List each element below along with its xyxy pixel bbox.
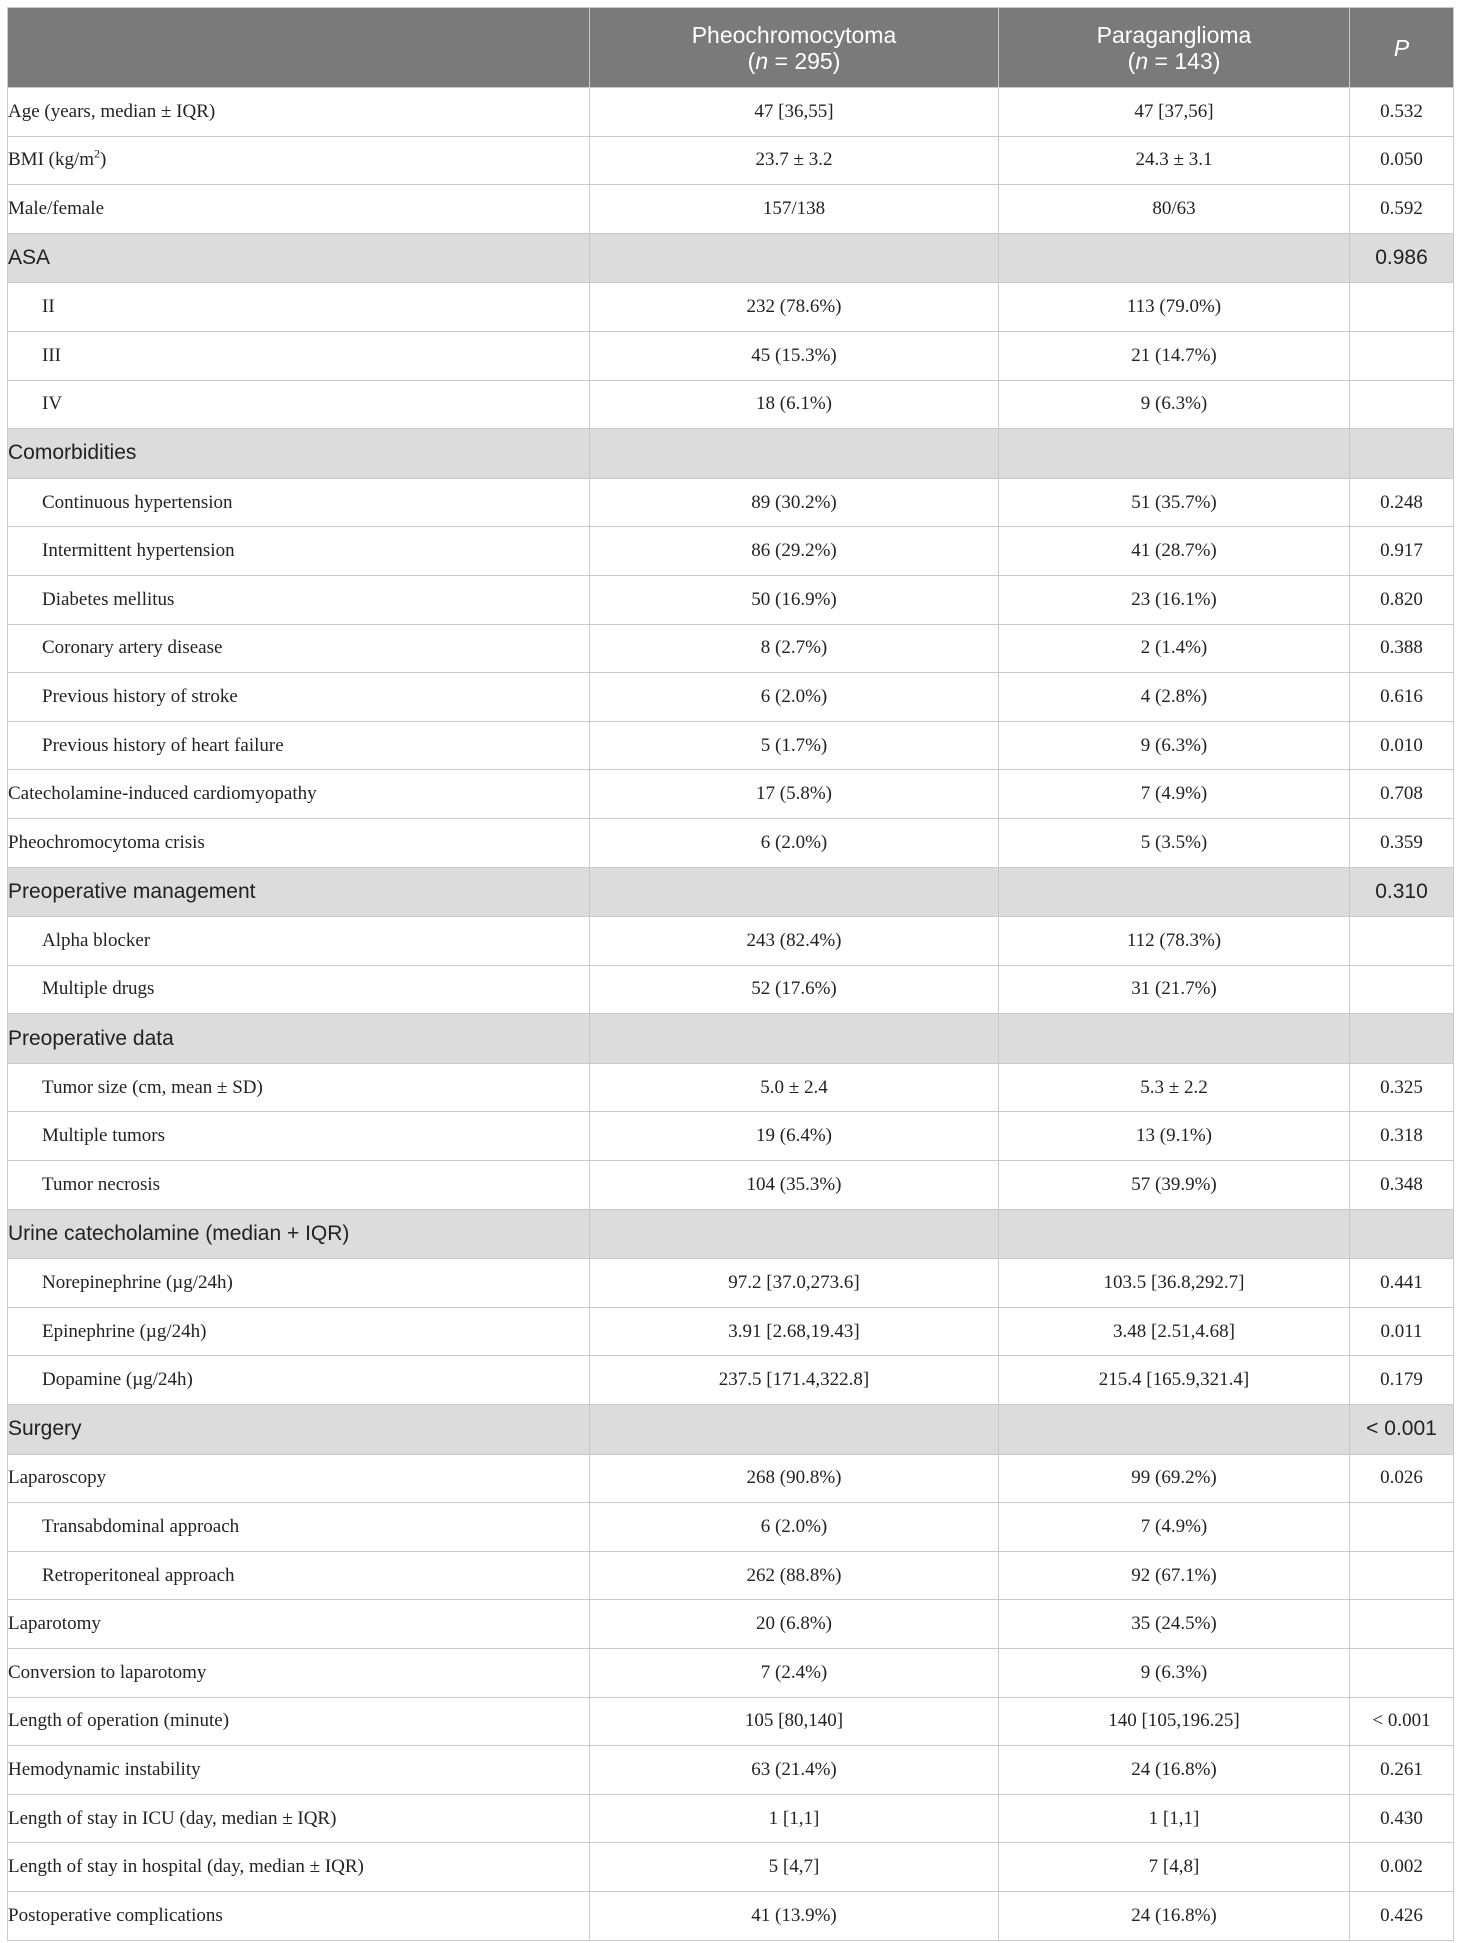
- table-row: [8, 1063, 1454, 1112]
- header-paraganglioma: [999, 8, 1350, 88]
- para-value: 13 (9.1%): [999, 1112, 1350, 1161]
- table-row: [8, 1843, 1454, 1892]
- para-value: 9 (6.3%): [999, 721, 1350, 770]
- para-value: 215.4 [165.9,321.4]: [999, 1356, 1350, 1405]
- pheo-value: 23.7 ± 3.2: [590, 136, 999, 185]
- row-label: Epinephrine (µg/24h): [8, 1307, 590, 1356]
- pheo-value: 7 (2.4%): [590, 1649, 999, 1698]
- table-row: [8, 965, 1454, 1014]
- table-row: [8, 1356, 1454, 1405]
- table-row: [8, 1746, 1454, 1795]
- p-value: [1350, 283, 1454, 332]
- row-label: Laparoscopy: [8, 1454, 590, 1503]
- section-empty-cell: [590, 429, 999, 479]
- para-value: 7 [4,8]: [999, 1843, 1350, 1892]
- p-value: 0.388: [1350, 624, 1454, 673]
- row-label: Length of stay in ICU (day, median ± IQR): [8, 1794, 590, 1843]
- para-value: 24 (16.8%): [999, 1746, 1350, 1795]
- table-body: [8, 88, 1454, 1941]
- row-label: Hemodynamic instability: [8, 1746, 590, 1795]
- p-value: [1350, 380, 1454, 429]
- para-value: 92 (67.1%): [999, 1551, 1350, 1600]
- header-para-name: Paraganglioma: [1096, 21, 1252, 48]
- row-label: Dopamine (µg/24h): [8, 1356, 590, 1405]
- header-para-paren: (: [1127, 47, 1136, 74]
- section-title: Preoperative management: [8, 867, 590, 917]
- pheo-value: 105 [80,140]: [590, 1697, 999, 1746]
- row-label-text: BMI (kg/m: [8, 149, 95, 171]
- para-value: 80/63: [999, 185, 1350, 234]
- pheo-value: 6 (2.0%): [590, 818, 999, 867]
- para-value: 23 (16.1%): [999, 575, 1350, 624]
- pheo-value: 5 [4,7]: [590, 1843, 999, 1892]
- table-row: [8, 1307, 1454, 1356]
- table-row: [8, 1454, 1454, 1503]
- section-p-value: < 0.001: [1350, 1405, 1454, 1455]
- p-value: 0.441: [1350, 1259, 1454, 1308]
- row-label: [8, 136, 590, 185]
- section-title: Surgery: [8, 1405, 590, 1455]
- section-empty-cell: [999, 429, 1350, 479]
- table-row: [8, 1697, 1454, 1746]
- section-empty-cell: [590, 1209, 999, 1259]
- row-label: Multiple tumors: [8, 1112, 590, 1161]
- pheo-value: 104 (35.3%): [590, 1161, 999, 1210]
- pheo-value: 41 (13.9%): [590, 1891, 999, 1940]
- para-value: 21 (14.7%): [999, 331, 1350, 380]
- row-label: Age (years, median ± IQR): [8, 88, 590, 137]
- para-value: 35 (24.5%): [999, 1600, 1350, 1649]
- table-row: [8, 1259, 1454, 1308]
- row-label: Conversion to laparotomy: [8, 1649, 590, 1698]
- header-p-label: P: [1393, 34, 1410, 61]
- row-label: Transabdominal approach: [8, 1503, 590, 1552]
- row-label: Previous history of stroke: [8, 673, 590, 722]
- table-row: [8, 1112, 1454, 1161]
- section-empty-cell: [590, 867, 999, 917]
- para-value: 113 (79.0%): [999, 283, 1350, 332]
- pheo-value: 6 (2.0%): [590, 673, 999, 722]
- p-value: 0.708: [1350, 770, 1454, 819]
- p-value: 0.011: [1350, 1307, 1454, 1356]
- p-value: 0.050: [1350, 136, 1454, 185]
- table-row: [8, 380, 1454, 429]
- row-label: III: [8, 331, 590, 380]
- pheo-value: 232 (78.6%): [590, 283, 999, 332]
- p-value: 0.248: [1350, 478, 1454, 527]
- row-label: Postoperative complications: [8, 1891, 590, 1940]
- para-value: 5 (3.5%): [999, 818, 1350, 867]
- table-row: [8, 770, 1454, 819]
- p-value: 0.592: [1350, 185, 1454, 234]
- pheo-value: 50 (16.9%): [590, 575, 999, 624]
- row-label: Length of stay in hospital (day, median ± IQR): [8, 1843, 590, 1892]
- para-value: 9 (6.3%): [999, 380, 1350, 429]
- section-header-row: [8, 1209, 1454, 1259]
- para-value: 9 (6.3%): [999, 1649, 1350, 1698]
- pheo-value: 1 [1,1]: [590, 1794, 999, 1843]
- section-empty-cell: [999, 1405, 1350, 1455]
- characteristics-table: [7, 7, 1454, 1941]
- pheo-value: 63 (21.4%): [590, 1746, 999, 1795]
- para-value: 57 (39.9%): [999, 1161, 1350, 1210]
- row-label: Multiple drugs: [8, 965, 590, 1014]
- row-label: Previous history of heart failure: [8, 721, 590, 770]
- p-value: 0.026: [1350, 1454, 1454, 1503]
- p-value: 0.532: [1350, 88, 1454, 137]
- pheo-value: 6 (2.0%): [590, 1503, 999, 1552]
- para-value: 31 (21.7%): [999, 965, 1350, 1014]
- table-header-row: [8, 8, 1454, 88]
- pheo-value: 19 (6.4%): [590, 1112, 999, 1161]
- row-label: Intermittent hypertension: [8, 527, 590, 576]
- header-pheo-n: n: [755, 47, 769, 74]
- p-value: [1350, 1551, 1454, 1600]
- row-label: Diabetes mellitus: [8, 575, 590, 624]
- p-value: 0.616: [1350, 673, 1454, 722]
- table-row: [8, 1161, 1454, 1210]
- table-row: [8, 88, 1454, 137]
- para-value: 2 (1.4%): [999, 624, 1350, 673]
- pheo-value: 20 (6.8%): [590, 1600, 999, 1649]
- para-value: 7 (4.9%): [999, 1503, 1350, 1552]
- section-empty-cell: [590, 233, 999, 283]
- section-p-value: 0.310: [1350, 867, 1454, 917]
- p-value: < 0.001: [1350, 1697, 1454, 1746]
- p-value: 0.917: [1350, 527, 1454, 576]
- para-value: 3.48 [2.51,4.68]: [999, 1307, 1350, 1356]
- header-pheochromocytoma: [590, 8, 999, 88]
- table-row: [8, 478, 1454, 527]
- table-row: [8, 624, 1454, 673]
- header-para-n-value: = 143): [1148, 47, 1221, 74]
- pheo-value: 3.91 [2.68,19.43]: [590, 1307, 999, 1356]
- p-value: 0.348: [1350, 1161, 1454, 1210]
- p-value: [1350, 965, 1454, 1014]
- pheo-value: 89 (30.2%): [590, 478, 999, 527]
- row-label: Retroperitoneal approach: [8, 1551, 590, 1600]
- para-value: 51 (35.7%): [999, 478, 1350, 527]
- pheo-value: 243 (82.4%): [590, 917, 999, 966]
- p-value: [1350, 1649, 1454, 1698]
- p-value: [1350, 1600, 1454, 1649]
- table-row: [8, 331, 1454, 380]
- pheo-value: 47 [36,55]: [590, 88, 999, 137]
- header-empty-cell: [8, 8, 590, 88]
- para-value: 1 [1,1]: [999, 1794, 1350, 1843]
- pheo-value: 157/138: [590, 185, 999, 234]
- header-p-value: [1350, 8, 1454, 88]
- para-value: 140 [105,196.25]: [999, 1697, 1350, 1746]
- para-value: 24 (16.8%): [999, 1891, 1350, 1940]
- section-title: ASA: [8, 233, 590, 283]
- p-value: [1350, 917, 1454, 966]
- p-value: 0.318: [1350, 1112, 1454, 1161]
- p-value: 0.261: [1350, 1746, 1454, 1795]
- pheo-value: 45 (15.3%): [590, 331, 999, 380]
- p-value: 0.010: [1350, 721, 1454, 770]
- section-empty-cell: [999, 1209, 1350, 1259]
- row-label: Length of operation (minute): [8, 1697, 590, 1746]
- pheo-value: 237.5 [171.4,322.8]: [590, 1356, 999, 1405]
- p-value: 0.325: [1350, 1063, 1454, 1112]
- row-label: II: [8, 283, 590, 332]
- row-label: Tumor necrosis: [8, 1161, 590, 1210]
- section-title: Preoperative data: [8, 1014, 590, 1064]
- section-header-row: [8, 1405, 1454, 1455]
- para-value: 7 (4.9%): [999, 770, 1350, 819]
- row-label: Catecholamine-induced cardiomyopathy: [8, 770, 590, 819]
- section-empty-cell: [999, 867, 1350, 917]
- para-value: 24.3 ± 3.1: [999, 136, 1350, 185]
- header-pheo-name: Pheochromocytoma: [691, 21, 897, 48]
- table-row: [8, 673, 1454, 722]
- table-row: [8, 1794, 1454, 1843]
- para-value: 47 [37,56]: [999, 88, 1350, 137]
- table-row: [8, 1551, 1454, 1600]
- header-pheo-n-value: = 295): [768, 47, 841, 74]
- row-label: Alpha blocker: [8, 917, 590, 966]
- para-value: 41 (28.7%): [999, 527, 1350, 576]
- pheo-value: 52 (17.6%): [590, 965, 999, 1014]
- row-label: Laparotomy: [8, 1600, 590, 1649]
- pheo-value: 86 (29.2%): [590, 527, 999, 576]
- row-label: Male/female: [8, 185, 590, 234]
- p-value: [1350, 331, 1454, 380]
- table-row: [8, 917, 1454, 966]
- section-empty-cell: [590, 1405, 999, 1455]
- pheo-value: 5 (1.7%): [590, 721, 999, 770]
- row-label: IV: [8, 380, 590, 429]
- section-header-row: [8, 1014, 1454, 1064]
- para-value: 4 (2.8%): [999, 673, 1350, 722]
- pheo-value: 268 (90.8%): [590, 1454, 999, 1503]
- section-header-row: [8, 233, 1454, 283]
- section-header-row: [8, 867, 1454, 917]
- table-row: [8, 1503, 1454, 1552]
- table-row: [8, 136, 1454, 185]
- p-value: 0.430: [1350, 1794, 1454, 1843]
- pheo-value: 18 (6.1%): [590, 380, 999, 429]
- section-empty-cell: [999, 1014, 1350, 1064]
- table-row: [8, 575, 1454, 624]
- row-label: Norepinephrine (µg/24h): [8, 1259, 590, 1308]
- header-pheo-paren: (: [747, 47, 756, 74]
- section-empty-cell: [590, 1014, 999, 1064]
- para-value: 99 (69.2%): [999, 1454, 1350, 1503]
- table-row: [8, 1891, 1454, 1940]
- table-row: [8, 1600, 1454, 1649]
- row-label-superscript: 2: [94, 147, 101, 162]
- pheo-value: 8 (2.7%): [590, 624, 999, 673]
- table-row: [8, 721, 1454, 770]
- section-p-value: 0.986: [1350, 233, 1454, 283]
- row-label: Coronary artery disease: [8, 624, 590, 673]
- para-value: 5.3 ± 2.2: [999, 1063, 1350, 1112]
- row-label-text: ): [100, 149, 107, 171]
- header-pheo-count: [590, 48, 998, 74]
- pheo-value: 262 (88.8%): [590, 1551, 999, 1600]
- table-row: [8, 527, 1454, 576]
- pheo-value: 5.0 ± 2.4: [590, 1063, 999, 1112]
- table-row: [8, 1649, 1454, 1698]
- p-value: 0.820: [1350, 575, 1454, 624]
- para-value: 103.5 [36.8,292.7]: [999, 1259, 1350, 1308]
- section-header-row: [8, 429, 1454, 479]
- p-value: 0.179: [1350, 1356, 1454, 1405]
- p-value: 0.426: [1350, 1891, 1454, 1940]
- table-row: [8, 283, 1454, 332]
- table-row: [8, 185, 1454, 234]
- row-label: Pheochromocytoma crisis: [8, 818, 590, 867]
- section-empty-cell: [999, 233, 1350, 283]
- section-title: Comorbidities: [8, 429, 590, 479]
- table-row: [8, 818, 1454, 867]
- p-value: [1350, 1503, 1454, 1552]
- header-para-n: n: [1135, 47, 1149, 74]
- header-para-count: [999, 48, 1349, 74]
- pheo-value: 17 (5.8%): [590, 770, 999, 819]
- para-value: 112 (78.3%): [999, 917, 1350, 966]
- section-p-value: [1350, 1209, 1454, 1259]
- p-value: 0.359: [1350, 818, 1454, 867]
- section-title: Urine catecholamine (median + IQR): [8, 1209, 590, 1259]
- section-p-value: [1350, 429, 1454, 479]
- row-label: Continuous hypertension: [8, 478, 590, 527]
- p-value: 0.002: [1350, 1843, 1454, 1892]
- section-p-value: [1350, 1014, 1454, 1064]
- row-label: Tumor size (cm, mean ± SD): [8, 1063, 590, 1112]
- pheo-value: 97.2 [37.0,273.6]: [590, 1259, 999, 1308]
